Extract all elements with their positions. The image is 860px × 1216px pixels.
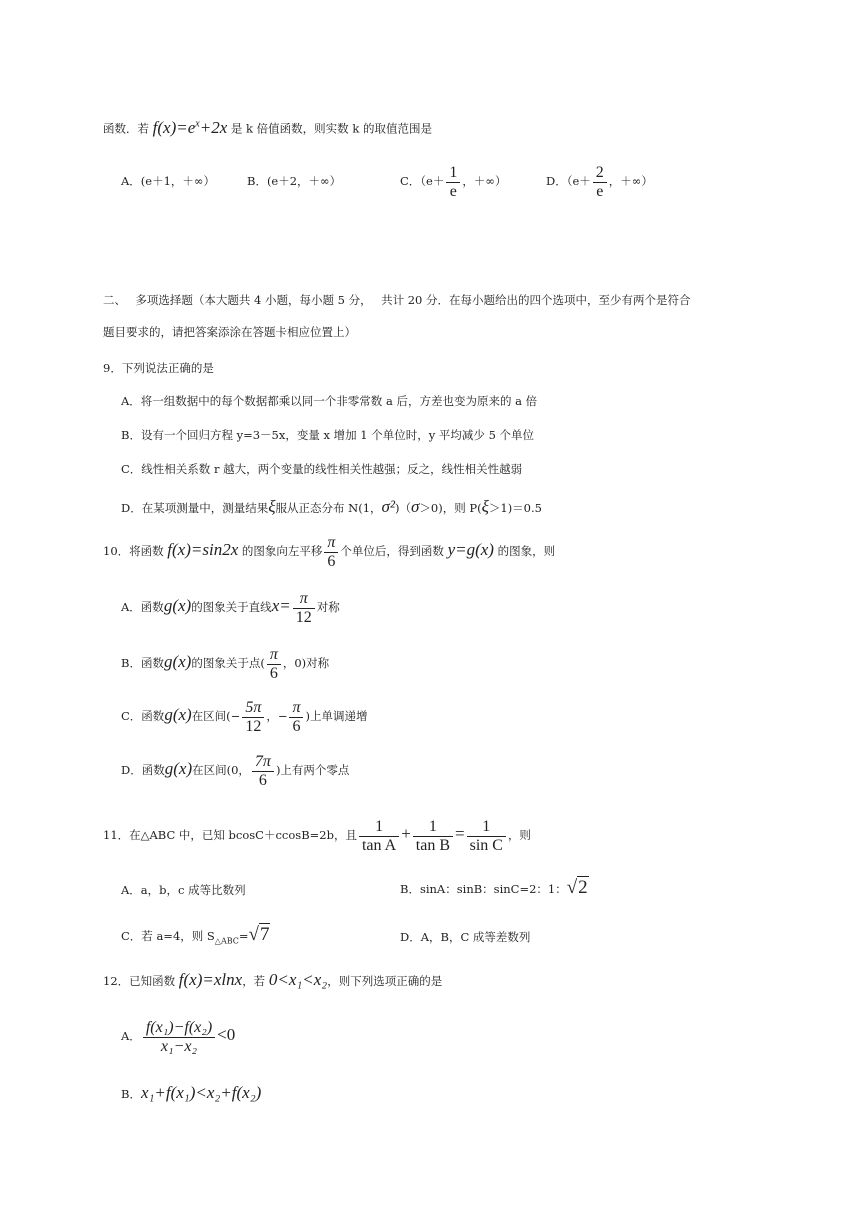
q10-stem-mid2: 个单位后，得到函数	[340, 544, 444, 558]
q9-option-d	[121, 497, 542, 518]
q10-c-num2: π	[289, 699, 303, 718]
q10-b-end: ，0)对称	[282, 656, 330, 670]
q9-d-mid3: ＞0)，则 P(	[419, 501, 482, 515]
q10-a-pre: A．函数	[121, 600, 164, 614]
q9-d-end: ＞1)＝0.5	[488, 501, 542, 515]
q10-c-fraction1	[242, 699, 264, 736]
q9-option-c: C．线性相关系数 r 越大，两个变量的线性相关性越强；反之，线性相关性越弱	[121, 462, 523, 476]
q10-option-b	[121, 643, 329, 683]
q10-stem-end: 的图象，则	[497, 544, 556, 558]
q10-c-pre: C．函数	[121, 709, 165, 723]
q12-a-label: A．	[121, 1029, 141, 1043]
q8-d-den: e	[596, 182, 604, 200]
q12-option-b	[121, 1083, 261, 1104]
q12-stem-pre: 12．已知函数	[103, 974, 176, 988]
q9-stem: 9．下列说法正确的是	[103, 361, 214, 375]
q11-stem-pre: 11．在△ABC 中，已知 bcosC＋ccosB=2b，且	[103, 828, 357, 842]
q11-frac-c	[467, 818, 506, 855]
q8-c-fraction	[446, 164, 460, 201]
q10-d-num: 7π	[252, 753, 274, 772]
q11-c-eq: =	[238, 929, 249, 943]
q10-c-fraction2	[289, 699, 303, 736]
q10-g1: y=g(x)	[447, 540, 494, 559]
q10-option-a	[121, 587, 340, 627]
q10-c-sep: ，−	[266, 709, 288, 723]
q10-a-num: π	[293, 590, 315, 609]
q10-option-d	[121, 750, 349, 790]
q8-option-c	[400, 162, 506, 201]
q11-frac-c-num: 1	[467, 818, 506, 837]
q10-c-den1: 12	[245, 717, 262, 735]
q10-a-den: 12	[295, 608, 312, 626]
q10-c-den2: 6	[292, 717, 301, 735]
q12-a-num: f(x₁)−f(x₂)	[143, 1019, 215, 1038]
q9-option-a: A．将一组数据中的每个数据都乘以同一个非零常数 a 后，方差也变为原来的 a 倍	[121, 394, 538, 408]
q8-c-num: 1	[446, 164, 460, 183]
q12-stem-end: ，则下列选项正确的是	[327, 974, 443, 988]
q12-a-fraction	[143, 1019, 215, 1056]
q8-d-num: 2	[593, 164, 607, 183]
q10-d-fraction	[252, 753, 274, 790]
q10-shift-den: 6	[327, 552, 336, 570]
q11-option-d: D．A，B，C 成等差数列	[400, 930, 531, 944]
q10-shift-num: π	[324, 534, 338, 553]
q8-c-post: ，＋∞）	[462, 174, 507, 188]
q11-frac-a-num: 1	[359, 818, 399, 837]
q10-c-mid: 在区间(−	[191, 709, 241, 723]
q12-stem	[103, 970, 442, 991]
q12-cond: 0<x₁<x₂	[268, 970, 328, 989]
q10-b-mid: 的图象关于点(	[191, 656, 265, 670]
q8-option-a: A．(e＋1，＋∞）	[121, 174, 215, 188]
q12-b-expr: x₁+f(x₁)<x₂+f(x₂)	[140, 1083, 262, 1102]
q12-f1: f(x)=xlnx	[178, 970, 243, 989]
q10-a-fraction	[293, 590, 315, 627]
q10-b-pre: B．函数	[121, 656, 164, 670]
q9-option-b: B．设有一个回归方程 y=3－5x，变量 x 增加 1 个单位时，y 平均减少 5 个单位	[121, 428, 535, 442]
q10-stem	[103, 531, 555, 571]
q11-frac-b-num: 1	[413, 818, 453, 837]
q12-stem-mid: ，若	[242, 974, 266, 988]
q8-option-b: B．(e＋2，＋∞）	[247, 174, 342, 188]
q8-c-pre: C．（e＋	[400, 174, 445, 188]
q10-option-c	[121, 696, 367, 736]
q8-stem-post: 是 k 倍值函数，则实数 k 的取值范围是	[230, 121, 432, 136]
q8-d-fraction	[593, 164, 607, 201]
q9-d-pre: D．在某项测量中，测量结果	[121, 501, 269, 515]
q8-formula	[153, 118, 228, 137]
section2-line1: 二、 多项选择题（本大题共 4 小题，每小题 5 分， 共计 20 分．在每小题给出的四个选项中，至少有两个是符合	[103, 293, 691, 307]
q8-stem-pre: 函数．若	[103, 121, 149, 136]
q11-option-c	[121, 925, 270, 951]
q12-a-den: x₁−x₂	[160, 1037, 198, 1055]
q9-d-xi: ξ	[268, 497, 276, 516]
q11-c-pre: C．若 a=4，则 S	[121, 929, 215, 943]
q10-stem-mid: 的图象向左平移	[241, 544, 323, 558]
q10-c-num1: 5π	[242, 699, 264, 718]
q10-b-gx: g(x)	[163, 652, 192, 671]
q8-c-den: e	[449, 182, 457, 200]
q11-option-a: A．a，b，c 成等比数列	[121, 883, 246, 897]
q10-shift-fraction	[324, 534, 338, 571]
q11-stem-end: ，则	[507, 828, 531, 842]
q8-formula-exp: x	[195, 118, 200, 129]
q8-d-post: ，＋∞）	[608, 174, 653, 188]
q11-frac-c-den: sin C	[469, 836, 503, 854]
q8-formula-tail: +2x	[199, 117, 228, 137]
q10-a-gx: g(x)	[163, 596, 192, 615]
q11-option-b	[400, 878, 589, 899]
q11-c-sub: △ABC	[214, 936, 239, 946]
q11-eq: =	[455, 824, 465, 843]
q9-d-mid: 服从正态分布 N(1，	[275, 501, 382, 515]
sqrt-icon: √7	[248, 924, 270, 945]
q10-a-mid: 的图象关于直线	[191, 600, 272, 614]
q12-a-tail: <0	[217, 1025, 236, 1044]
q11-frac-b	[413, 818, 453, 855]
q11-stem	[103, 814, 531, 855]
q8-stem	[103, 114, 432, 139]
q11-frac-a-den: tan A	[361, 836, 397, 854]
q11-frac-a	[359, 818, 399, 855]
q10-c-end: )上单调递增	[305, 709, 368, 723]
q10-f1: f(x)=sin2x	[167, 540, 239, 559]
q10-c-gx: g(x)	[164, 705, 192, 724]
q10-d-pre: D．函数	[121, 763, 165, 777]
q9-d-sigma2: σ²	[381, 497, 396, 516]
q12-option-a	[121, 1013, 235, 1058]
q10-stem-pre: 10．将函数	[103, 544, 164, 558]
q10-a-end: 对称	[316, 600, 340, 614]
q10-b-num: π	[267, 646, 281, 665]
q10-b-den: 6	[269, 664, 278, 682]
q8-option-d	[546, 162, 653, 201]
q10-b-fraction	[267, 646, 281, 683]
q11-b-pre: B．sinA：sinB：sinC=2：1：	[400, 882, 567, 896]
q8-formula-main: f(x)=e	[152, 117, 196, 137]
q12-b-label: B．	[121, 1087, 141, 1101]
q11-sqrt7: 7	[259, 924, 270, 945]
q10-a-x: x=	[271, 596, 291, 615]
q11-frac-b-den: tan B	[415, 836, 450, 854]
q11-plus: +	[401, 824, 411, 843]
section2-line2: 题目要求的，请把答案添涂在答题卡相应位置上）	[103, 325, 356, 339]
q8-d-pre: D．（e＋	[546, 174, 591, 188]
q10-d-den: 6	[258, 771, 267, 789]
q9-d-xi2: ξ	[481, 497, 489, 516]
q10-d-end: )上有两个零点	[275, 763, 350, 777]
sqrt-icon: √2	[566, 877, 588, 898]
q10-d-gx: g(x)	[164, 759, 193, 778]
q9-d-mid2: )（	[395, 501, 412, 515]
q10-d-mid: 在区间(0，	[192, 763, 250, 777]
q11-sqrt2: 2	[578, 877, 588, 898]
q9-d-sigma: σ	[411, 497, 420, 516]
